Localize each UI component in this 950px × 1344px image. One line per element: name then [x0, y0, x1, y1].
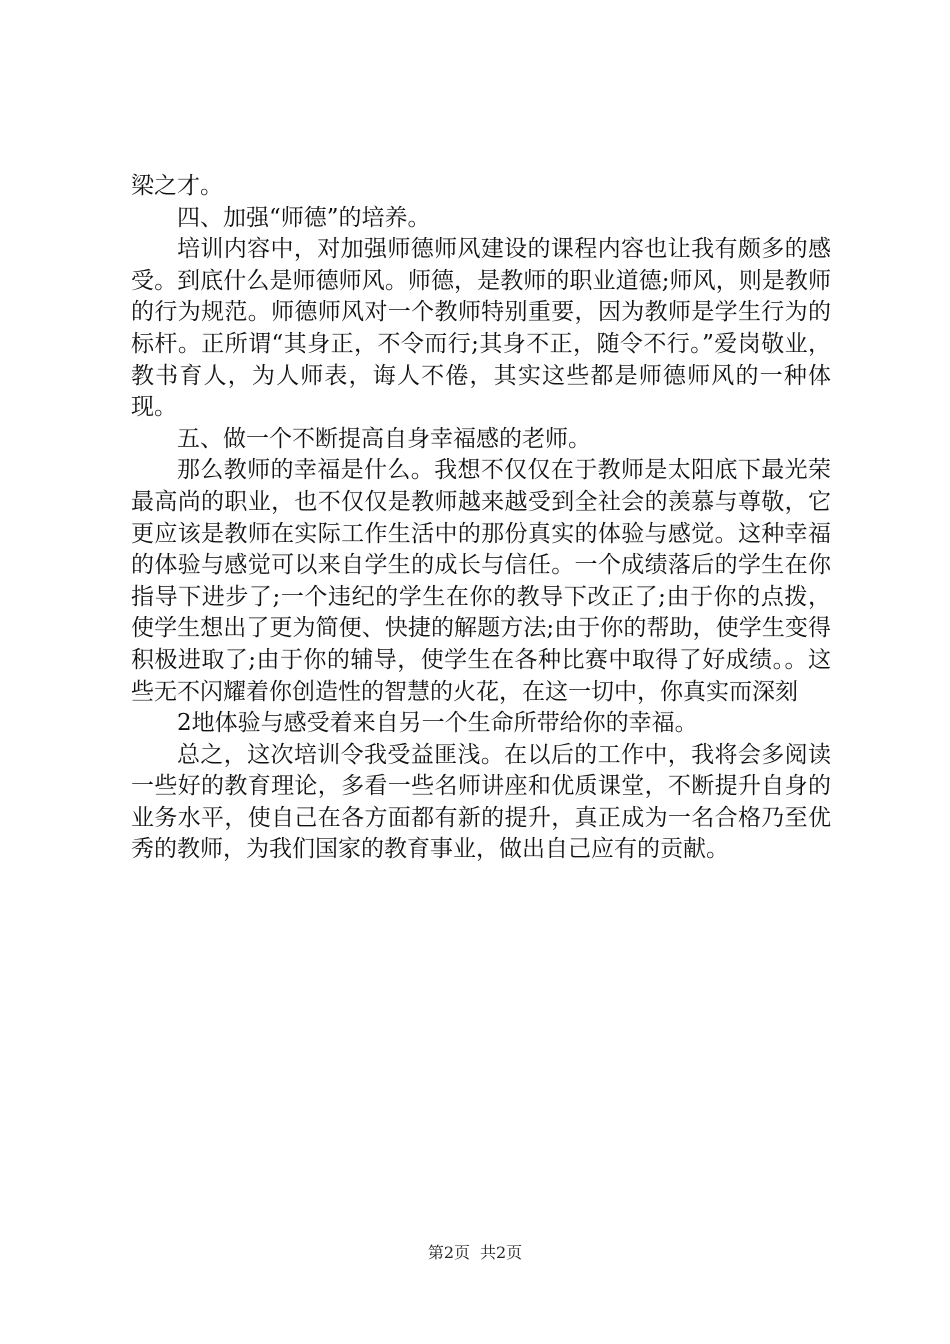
paragraph-conclusion: 总之，这次培训令我受益匪浅。在以后的工作中，我将会多阅读一些好的教育理论，多看一些名师讲座和优质课堂，不断提升自身的业务水平，使自己在各方面都有新的提升，真正成为一名合格乃至优秀的教师，为我们国家的教育事业，做出自己应有的贡献。: [131, 741, 831, 863]
paragraph-teacher-ethics: 培训内容中，对加强师德师风建设的课程内容也让我有颇多的感受。到底什么是师德师风。师德，是教师的职业道德;师风，则是教师的行为规范。师德师风对一个教师特别重要，因为教师是学生行为的标杆。正所谓“其身正，不令而行;其身不正，随令不行。”爱岗敬业，教书育人，为人师表，诲人不倦，其实这些都是师德师风的一种体现。: [131, 236, 831, 421]
page-number: 第2页: [427, 1243, 470, 1262]
page-total: 共2页: [480, 1243, 523, 1262]
heading-section-four: 四、加强“师德”的培养。: [177, 204, 431, 231]
paragraph-teacher-happiness: 那么教师的幸福是什么。我想不仅仅在于教师是太阳底下最光荣最高尚的职业，也不仅仅是教师越来越受到全社会的羡慕与尊敬，它更应该是教师在实际工作生活中的那份真实的体验与感觉。这种幸福的体验与感觉可以来自学生的成长与信任。一个成绩落后的学生在你指导下进步了;一个违纪的学生在你的教导下改正了;由于你的点拨，使学生想出了更为简便、快捷的解题方法;由于你的帮助，使学生变得积极进取了;由于你的辅导，使学生在各种比赛中取得了好成绩。。这些无不闪耀着你创造性的智慧的火花，在这一切中，你真实而深刻: [131, 457, 831, 705]
paragraph-continuation: 梁之才。: [131, 173, 223, 199]
document-body: [131, 171, 831, 866]
heading-section-five: 五、做一个不断提高自身幸福感的老师。: [177, 425, 591, 452]
page-footer: [0, 1243, 950, 1263]
paragraph-happiness-continued: 2地体验与感受着来自另一个生命所带给你的幸福。: [177, 710, 698, 737]
